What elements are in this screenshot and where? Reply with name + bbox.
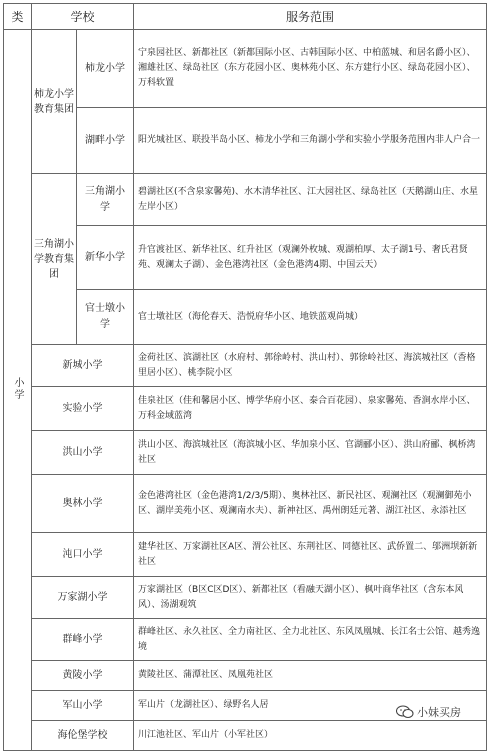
table-row [4,226,487,290]
service-range: 升官渡社区、新华社区、红升社区（观澜外枚城、观湖柏厚、太子湖1号、奢氏君贤苑、观澜太子湖）、金色港湾社区（金色港湾4期、中国云天） [134,226,487,290]
service-range: 金荷社区、滨湖社区（水府村、郭徐岭村、洪山村）、郭徐岭社区、海滨城社区（香格里居小区）、桃李院小区 [134,345,487,387]
school-name: 新城小学 [32,345,134,387]
school-name: 柿龙小学 [77,30,134,108]
service-range-table [3,3,487,751]
group-name: 柿龙小学教育集团 [32,30,77,174]
table-row [4,619,487,661]
service-range: 黄陵社区、蒲潭社区、凤凰苑社区 [134,661,487,691]
school-name: 湖畔小学 [77,108,134,174]
service-range: 万家湖社区（B区C区D区）、新都社区（看融天湖小区）、枫叶商华社区（含东本风风）、汤湖观筑 [134,577,487,619]
header-range: 服务范围 [134,4,487,30]
service-range: 碧湖社区(不含泉家馨苑)、水木清华社区、江大园社区、绿岛社区（天鹅湖山庄、水星左岸小区） [134,174,487,226]
service-range: 建华社区、万家湖社区A区、渭公社区、东荆社区、同德社区、武侨置二、邬洲坝新新社区 [134,533,487,577]
school-name: 黄陵小学 [32,661,134,691]
service-range: 宁泉园社区、新都社区（新都国际小区、古韩国际小区、中柏蓝城、和居名爵小区）、湘雄社区、绿岛社区（东方花园小区、奥林苑小区、东方建行小区、绿岛花园小区）、万科软置 [134,30,487,108]
table-row [4,533,487,577]
table-row [4,30,487,108]
group-name: 三角湖小学教育集团 [32,174,77,345]
table-row [4,577,487,619]
school-name: 群峰小学 [32,619,134,661]
service-range: 阳光城社区、联投半岛小区、柿龙小学和三角湖小学和实验小学服务范围内非人户合一 [134,108,487,174]
table-row [4,475,487,533]
table-row [4,431,487,475]
service-range: 军山片（龙湖社区）、绿野名人居 [134,691,487,721]
table-row [4,345,487,387]
table-row [4,721,487,751]
service-range: 川江池社区、军山片（小军社区） [134,721,487,751]
table-row [4,661,487,691]
school-name: 奥林小学 [32,475,134,533]
table-row [4,108,487,174]
category-cell [4,30,32,751]
service-range: 洪山小区、海滨城社区（海滨城小区、华加泉小区、官湖郦小区）、洪山府郦、枫桥湾社区 [134,431,487,475]
table-header-row [4,4,487,30]
watermark [396,704,461,720]
watermark-text: 小妹买房 [417,706,461,719]
table-row [4,290,487,345]
school-name: 官士墩小学 [77,290,134,345]
category-label: 小学 [12,376,23,401]
header-category: 类 [4,4,32,30]
school-name: 军山小学 [32,691,134,721]
header-school: 学校 [32,4,134,30]
school-name: 新华小学 [77,226,134,290]
school-name: 三角湖小学 [77,174,134,226]
school-name: 洪山小学 [32,431,134,475]
service-range: 金色港湾社区（金色港湾1/2/3/5期）、奥林社区、新民社区、观澜社区（观澜御苑小区、湖岸美苑小区、观澜南水夫）、新神社区、禹州朗廷元著、湖江社区、永添社区 [134,475,487,533]
wechat-bubble-icon [396,705,414,719]
service-range: 官士墩社区（海伦春天、浩悦府华小区、地铁蓝观尚城） [134,290,487,345]
service-range: 佳泉社区（佳和馨居小区、博学华府小区、泰合百花园）、泉家馨苑、香涧水岸小区、万科金域蓝湾 [134,387,487,431]
school-name: 实验小学 [32,387,134,431]
school-name: 万家湖小学 [32,577,134,619]
table-row [4,174,487,226]
school-name: 沌口小学 [32,533,134,577]
service-range: 群峰社区、永久社区、全力南社区、全力北社区、东风凤凰城、长江名士公馆、越秀逸境 [134,619,487,661]
school-name: 海伦堡学校 [32,721,134,751]
table-row [4,387,487,431]
